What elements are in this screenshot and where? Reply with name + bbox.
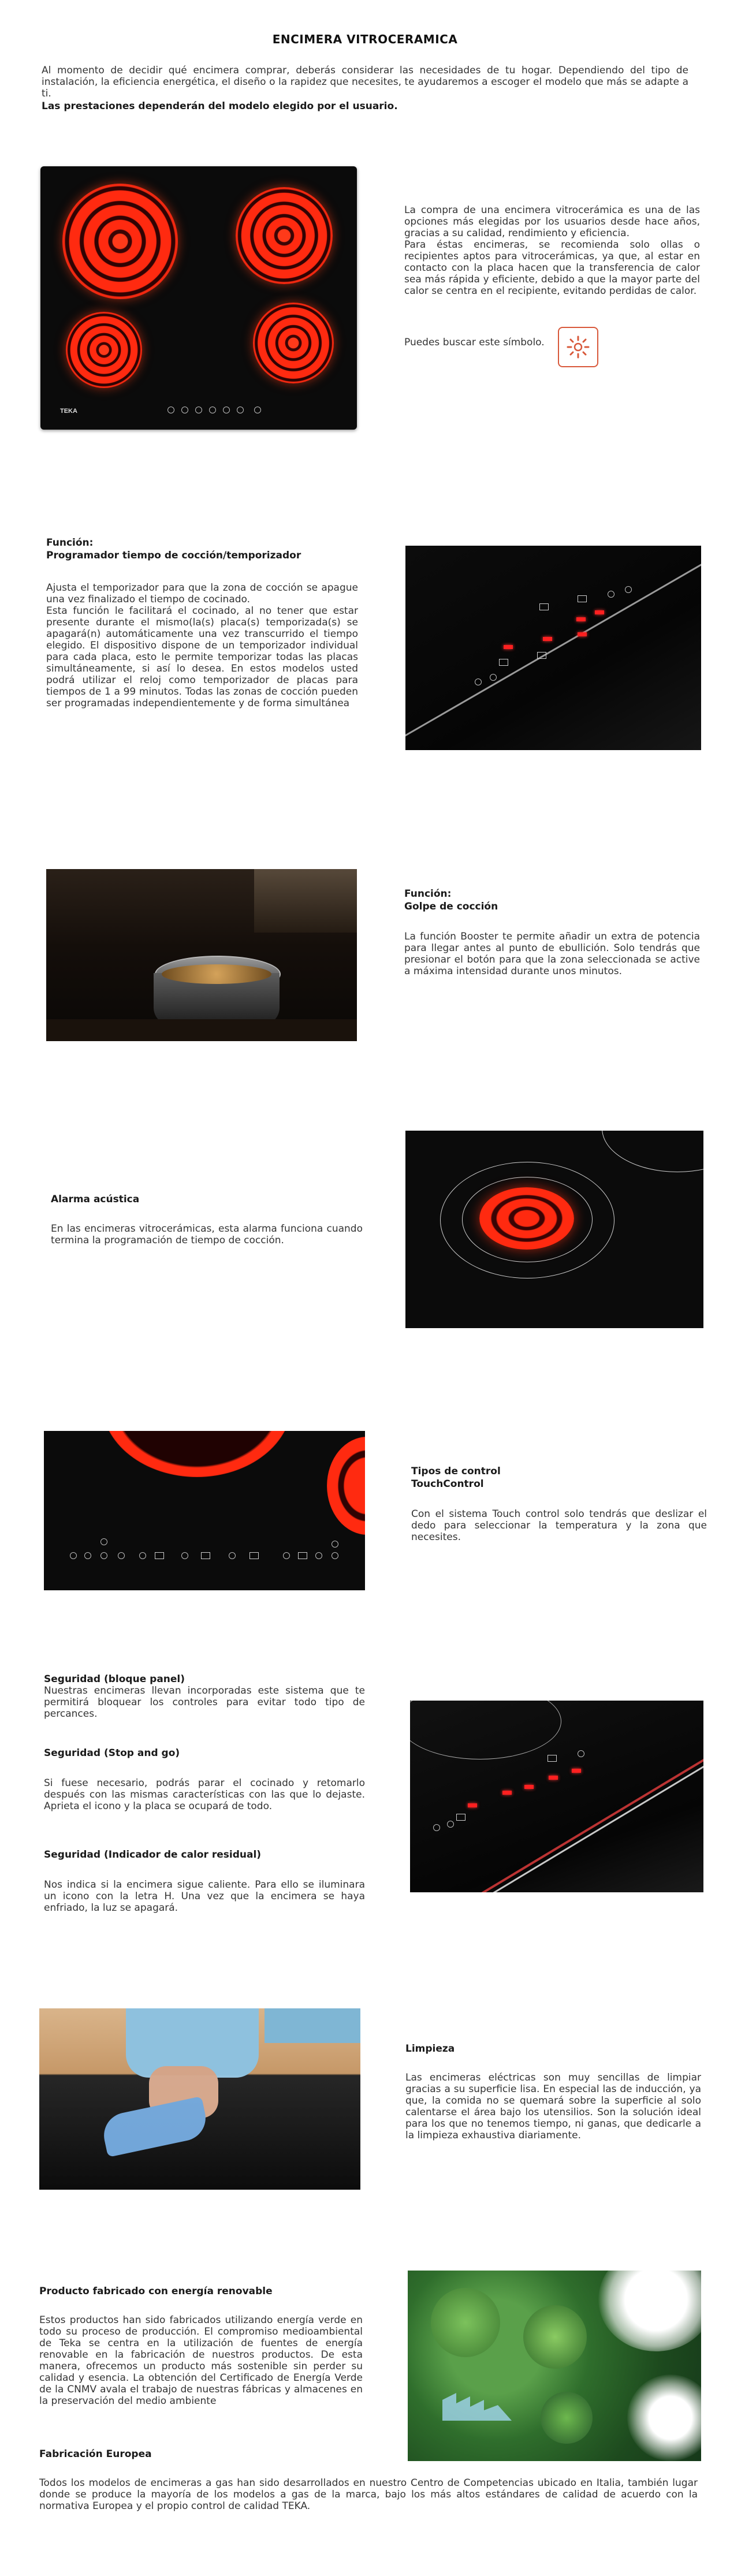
section1-text	[404, 204, 700, 297]
heating-zone-icon	[66, 312, 142, 388]
section1-paragraph2: Para éstas encimeras, se recomienda solo ollas o recipientes aptos para vitrocerámicas, ya que, al estar en contacto con la placa hacen que la transferencia de calor sea más rápida y eficiente, debido a que la mayor parte del calor se centra en el recipiente, evitando perdidas de calor.	[404, 239, 700, 297]
heating-zone-icon	[62, 184, 178, 299]
intro-paragraph: Al momento de decidir qué encimera comprar, deberás considerar las necesidades de tu hogar. Dependiendo del tipo de instalación, la eficiencia energética, el diseño o la rapidez que necesites, te ayudaremos a escoger el modelo que más se adapte a ti.	[42, 65, 688, 99]
brand-logo: TEKA	[60, 408, 77, 415]
section6-heading2: Seguridad (Stop and go)	[44, 1747, 180, 1759]
section7-heading: Limpieza	[405, 2043, 455, 2055]
section1-paragraph1: La compra de una encimera vitrocerámica es una de las opciones más elegidas por los usuarios desde hace años, gracias a su calidad, rendimiento y eficiencia.	[404, 204, 700, 239]
section6-heading1: Seguridad (bloque panel)	[44, 1673, 185, 1685]
section2-heading: Programador tiempo de cocción/temporizador	[46, 550, 301, 561]
section2-paragraph2: Esta función le facilitará el cocinado, al no tener que estar presente durante el mismo(la(s) placa(s) temporizada(s) se apagará(n) automáticamente una vez transcurrido el tiempo elegido. El dispositivo dispone de un temporizador individual para cada placa, esto le permite temporizar todas las placas simultáneamente, si así lo desea. En estos modelos usted podrá utilizar el reloj como temporizador de placas para tiempos de 1 a 99 minutos. Todas las zonas de cocción pueden ser programadas independientemente y de forma simultánea	[46, 605, 358, 709]
section4-paragraph: En las encimeras vitrocerámicas, esta alarma funciona cuando termina la programación de tiempo de cocción.	[51, 1223, 363, 1246]
section8-paragraph: Estos productos han sido fabricados utilizando energía verde en todo su proceso de producción. El compromiso medioambiental de Teka se centra en la utilización de fuentes de energía renovable en la fabricación de nuestros productos. De esta manera, ofrecemos un producto más sostenible sin perder su calidad y esencia. La obtención del Certificado de Energía Verde de la CNMV avala el trabajo de nuestras fábricas y almacenes en la preservación del medio ambiente	[39, 2314, 363, 2407]
vitroceramic-symbol-icon	[558, 327, 598, 367]
safety-controls-image	[410, 1701, 703, 1892]
section5-label: Tipos de control	[411, 1466, 501, 1477]
intro-bold-line: Las prestaciones dependerán del modelo elegido por el usuario.	[42, 100, 398, 112]
section8-heading: Producto fabricado con energía renovable	[39, 2286, 273, 2297]
touch-control-image	[44, 1431, 365, 1590]
section2-text	[46, 582, 358, 709]
control-strip	[167, 407, 283, 415]
cleaning-image	[39, 2008, 360, 2190]
cooktop-top-view-image	[40, 166, 357, 430]
section5-paragraph: Con el sistema Touch control solo tendrás que deslizar el dedo para seleccionar la temperatura y la zona que necesites.	[411, 1508, 707, 1543]
section2-paragraph1: Ajusta el temporizador para que la zona de cocción se apague una vez finalizado el tiempo de cocinado.	[46, 582, 358, 605]
section6-paragraph2: Si fuese necesario, podrás parar el cocinado y retomarlo después con las mismas características con las que lo dejaste. Aprieta el icono y la placa se ocupará de todo.	[44, 1777, 365, 1812]
section9-paragraph: Todos los modelos de encimeras a gas han sido desarrollados en nuestro Centro de Competencias ubicado en Italia, también lugar donde se produce la mayoría de los modelos a gas de la marca, bajo los más altos estándares de calidad de acuerdo con la normativa Europea y el propio control de calidad TEKA.	[39, 2477, 698, 2512]
section5-heading: TouchControl	[411, 1478, 484, 1490]
symbol-hint: Puedes buscar este símbolo.	[404, 337, 545, 348]
section2-label: Función:	[46, 537, 94, 549]
heating-zone-closeup-image	[405, 1131, 703, 1328]
section3-label: Función:	[404, 888, 452, 900]
section3-heading: Golpe de cocción	[404, 901, 498, 912]
section6-paragraph1: Nuestras encimeras llevan incorporadas este sistema que te permitirá bloquear los controles para evitar todo tipo de percances.	[44, 1685, 365, 1720]
section9-heading: Fabricación Europea	[39, 2448, 152, 2460]
heating-zone-icon	[236, 187, 333, 284]
section7-paragraph: Las encimeras eléctricas son muy sencillas de limpiar gracias a su superficie lisa. En especial las de inducción, ya que, la comida no se quemará sobre la superficie al solo calentarse el área bajo los utensilios. Son la solución ideal para los que no tenemos tiempo, ni ganas, que dedicarle a la limpieza exhaustiva diariamente.	[405, 2072, 701, 2141]
renewable-energy-image	[408, 2271, 701, 2461]
heating-zone-icon	[253, 303, 334, 383]
cooking-pot-image	[46, 869, 357, 1041]
timer-controls-image	[405, 546, 701, 750]
page-title: ENCIMERA VITROCERAMICA	[272, 32, 458, 46]
section6-heading3: Seguridad (Indicador de calor residual)	[44, 1849, 262, 1861]
section6-paragraph3: Nos indica si la encimera sigue caliente. Para ello se iluminara un icono con la letra H. Una vez que la encimera se haya enfriado, la luz se apagará.	[44, 1879, 365, 1914]
section3-paragraph: La función Booster te permite añadir un extra de potencia para llegar antes al punto de ebullición. Solo tendrás que presionar el botón para que la zona seleccionada se active a máxima intensidad durante unos minutos.	[404, 931, 700, 977]
section4-heading: Alarma acústica	[51, 1194, 140, 1205]
